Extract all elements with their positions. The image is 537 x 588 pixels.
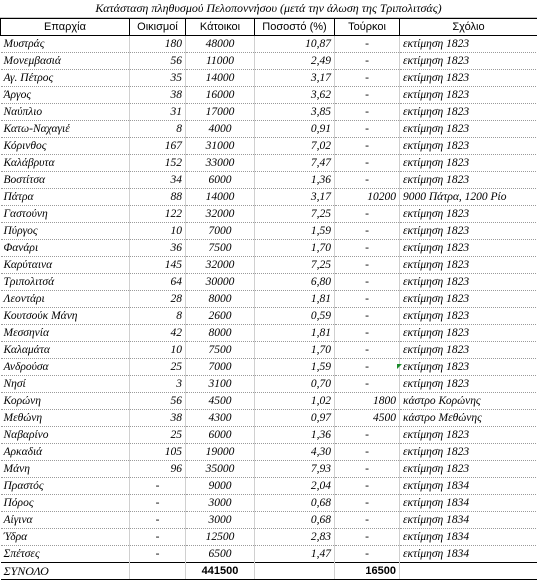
cell-turks[interactable]: - bbox=[335, 87, 400, 104]
cell-comment[interactable]: εκτίμηση 1823 bbox=[400, 444, 537, 461]
cell-turks[interactable]: - bbox=[335, 444, 400, 461]
table-row bbox=[1, 36, 537, 53]
cell-percent[interactable]: 0,68 bbox=[255, 495, 335, 512]
cell-turks[interactable]: - bbox=[335, 36, 400, 53]
cell-comment[interactable]: εκτίμηση 1823 bbox=[400, 257, 537, 274]
header-turks[interactable]: Τούρκοι bbox=[335, 19, 400, 36]
cell-turks[interactable]: - bbox=[335, 461, 400, 478]
total-percent[interactable] bbox=[255, 563, 335, 580]
table-row bbox=[1, 138, 537, 155]
cell-turks[interactable]: - bbox=[335, 376, 400, 393]
cell-region[interactable]: Πύργος bbox=[1, 223, 130, 240]
cell-turks[interactable]: - bbox=[335, 529, 400, 546]
cell-comment[interactable]: εκτίμηση 1823 bbox=[400, 240, 537, 257]
cell-region[interactable]: Πάτρα bbox=[1, 189, 130, 206]
cell-population[interactable]: 6000 bbox=[186, 427, 255, 444]
total-row bbox=[1, 563, 537, 580]
cell-settlements[interactable]: 152 bbox=[130, 155, 186, 172]
cell-percent[interactable]: 1,59 bbox=[255, 359, 335, 376]
cell-settlements[interactable]: 122 bbox=[130, 206, 186, 223]
cell-percent[interactable]: 1,70 bbox=[255, 342, 335, 359]
cell-population[interactable]: 7500 bbox=[186, 342, 255, 359]
cell-region[interactable]: Μυστράς bbox=[1, 36, 130, 53]
cell-settlements[interactable]: 145 bbox=[130, 257, 186, 274]
header-comment[interactable]: Σχόλιο bbox=[400, 19, 537, 36]
header-population[interactable]: Κάτοικοι bbox=[186, 19, 255, 36]
cell-turks[interactable]: - bbox=[335, 70, 400, 87]
cell-population[interactable]: 8000 bbox=[186, 325, 255, 342]
cell-population[interactable]: 3000 bbox=[186, 495, 255, 512]
cell-settlements[interactable]: 56 bbox=[130, 393, 186, 410]
table-row bbox=[1, 461, 537, 478]
cell-percent[interactable]: 3,62 bbox=[255, 87, 335, 104]
cell-region[interactable]: Καρύταινα bbox=[1, 257, 130, 274]
cell-percent[interactable]: 3,17 bbox=[255, 70, 335, 87]
cell-region[interactable]: Ανδρούσα bbox=[1, 359, 130, 376]
cell-comment[interactable]: εκτίμηση 1823 bbox=[400, 274, 537, 291]
cell-comment[interactable]: εκτίμηση 1834 bbox=[400, 512, 537, 529]
cell-region[interactable]: Κορώνη bbox=[1, 393, 130, 410]
cell-comment[interactable]: εκτίμηση 1823 bbox=[400, 53, 537, 70]
table-row bbox=[1, 546, 537, 563]
cell-population[interactable]: 33000 bbox=[186, 155, 255, 172]
cell-percent[interactable]: 2,49 bbox=[255, 53, 335, 70]
cell-population[interactable]: 11000 bbox=[186, 53, 255, 70]
table-row bbox=[1, 206, 537, 223]
cell-region[interactable]: Νησί bbox=[1, 376, 130, 393]
cell-comment[interactable]: 9000 Πάτρα, 1200 Ρίο bbox=[400, 189, 537, 206]
table-row bbox=[1, 104, 537, 121]
table-row bbox=[1, 257, 537, 274]
cell-region[interactable]: Άργος bbox=[1, 87, 130, 104]
cell-region[interactable]: Ναύπλιο bbox=[1, 104, 130, 121]
table-row bbox=[1, 410, 537, 427]
cell-region[interactable]: Μονεμβασιά bbox=[1, 53, 130, 70]
cell-comment[interactable]: εκτίμηση 1823 bbox=[400, 461, 537, 478]
header-settlements[interactable]: Οικισμοί bbox=[130, 19, 186, 36]
cell-settlements[interactable]: 42 bbox=[130, 325, 186, 342]
cell-settlements[interactable]: 96 bbox=[130, 461, 186, 478]
cell-percent[interactable]: 1,36 bbox=[255, 172, 335, 189]
total-comment[interactable] bbox=[400, 563, 537, 580]
cell-percent[interactable]: 3,17 bbox=[255, 189, 335, 206]
cell-percent[interactable]: 0,68 bbox=[255, 512, 335, 529]
table-row bbox=[1, 291, 537, 308]
total-turks[interactable]: 16500 bbox=[335, 563, 400, 580]
cell-turks[interactable]: - bbox=[335, 104, 400, 121]
cell-percent[interactable]: 4,30 bbox=[255, 444, 335, 461]
cell-turks[interactable]: - bbox=[335, 342, 400, 359]
cell-percent[interactable]: 1,02 bbox=[255, 393, 335, 410]
cell-comment[interactable]: εκτίμηση 1823 bbox=[400, 206, 537, 223]
cell-region[interactable]: Λεοντάρι bbox=[1, 291, 130, 308]
cell-settlements[interactable]: 34 bbox=[130, 172, 186, 189]
table-row bbox=[1, 325, 537, 342]
cell-percent[interactable]: 1,81 bbox=[255, 325, 335, 342]
cell-population[interactable]: 2600 bbox=[186, 308, 255, 325]
table-row bbox=[1, 189, 537, 206]
cell-turks[interactable]: 10200 bbox=[335, 189, 400, 206]
table-row bbox=[1, 121, 537, 138]
cell-comment[interactable]: κάστρο Κορώνης bbox=[400, 393, 537, 410]
table-row bbox=[1, 427, 537, 444]
cell-population[interactable]: 48000 bbox=[186, 36, 255, 53]
cell-population[interactable]: 4000 bbox=[186, 121, 255, 138]
cell-comment[interactable]: εκτίμηση 1823 bbox=[400, 359, 537, 376]
cell-region[interactable]: Μάνη bbox=[1, 461, 130, 478]
table-row bbox=[1, 512, 537, 529]
cell-percent[interactable]: 3,85 bbox=[255, 104, 335, 121]
cell-region[interactable]: Κόρινθος bbox=[1, 138, 130, 155]
cell-comment[interactable]: εκτίμηση 1834 bbox=[400, 495, 537, 512]
cell-region[interactable]: Πραστός bbox=[1, 478, 130, 495]
cell-settlements[interactable]: 8 bbox=[130, 121, 186, 138]
cell-population[interactable]: 31000 bbox=[186, 138, 255, 155]
cell-population[interactable]: 3000 bbox=[186, 512, 255, 529]
cell-percent[interactable]: 7,93 bbox=[255, 461, 335, 478]
cell-turks[interactable]: - bbox=[335, 274, 400, 291]
table-row bbox=[1, 359, 537, 376]
cell-comment[interactable]: εκτίμηση 1823 bbox=[400, 121, 537, 138]
table-row bbox=[1, 87, 537, 104]
cell-population[interactable]: 19000 bbox=[186, 444, 255, 461]
table-row bbox=[1, 376, 537, 393]
cell-turks[interactable]: - bbox=[335, 240, 400, 257]
cell-settlements[interactable]: 10 bbox=[130, 342, 186, 359]
cell-turks[interactable]: - bbox=[335, 53, 400, 70]
cell-comment[interactable]: εκτίμηση 1823 bbox=[400, 172, 537, 189]
table-row bbox=[1, 529, 537, 546]
cell-region[interactable]: Ύδρα bbox=[1, 529, 130, 546]
cell-settlements[interactable]: 35 bbox=[130, 70, 186, 87]
cell-turks[interactable]: - bbox=[335, 359, 400, 376]
table-row bbox=[1, 308, 537, 325]
table-row bbox=[1, 342, 537, 359]
cell-population[interactable]: 32000 bbox=[186, 257, 255, 274]
cell-turks[interactable]: - bbox=[335, 155, 400, 172]
cell-settlements[interactable]: 28 bbox=[130, 291, 186, 308]
table-row bbox=[1, 240, 537, 257]
cell-settlements[interactable]: 3 bbox=[130, 376, 186, 393]
header-percent[interactable]: Ποσοστό (%) bbox=[255, 19, 335, 36]
cell-percent[interactable]: 1,81 bbox=[255, 291, 335, 308]
cell-settlements[interactable]: 31 bbox=[130, 104, 186, 121]
cell-settlements[interactable]: 36 bbox=[130, 240, 186, 257]
cell-turks[interactable]: - bbox=[335, 138, 400, 155]
cell-region[interactable]: Σπέτσες bbox=[1, 546, 130, 563]
cell-percent[interactable]: 2,04 bbox=[255, 478, 335, 495]
cell-comment[interactable]: εκτίμηση 1823 bbox=[400, 223, 537, 240]
cell-population[interactable]: 14000 bbox=[186, 70, 255, 87]
cell-percent[interactable]: 7,25 bbox=[255, 257, 335, 274]
table-row bbox=[1, 495, 537, 512]
cell-region[interactable]: Γαστούνη bbox=[1, 206, 130, 223]
cell-percent[interactable]: 0,70 bbox=[255, 376, 335, 393]
cell-region[interactable]: Μεθώνη bbox=[1, 410, 130, 427]
cell-population[interactable]: 30000 bbox=[186, 274, 255, 291]
cell-population[interactable]: 8000 bbox=[186, 291, 255, 308]
cell-settlements[interactable]: 38 bbox=[130, 87, 186, 104]
table-row bbox=[1, 172, 537, 189]
cell-percent[interactable]: 7,25 bbox=[255, 206, 335, 223]
cell-comment[interactable]: εκτίμηση 1823 bbox=[400, 342, 537, 359]
cell-comment[interactable]: εκτίμηση 1823 bbox=[400, 308, 537, 325]
table-row bbox=[1, 70, 537, 87]
cell-turks[interactable]: - bbox=[335, 512, 400, 529]
cell-population[interactable]: 4500 bbox=[186, 393, 255, 410]
comment-indicator-icon bbox=[397, 364, 402, 369]
cell-comment[interactable]: κάστρο Μεθώνης bbox=[400, 410, 537, 427]
cell-comment[interactable]: εκτίμηση 1823 bbox=[400, 376, 537, 393]
cell-region[interactable]: Αίγινα bbox=[1, 512, 130, 529]
cell-comment[interactable]: εκτίμηση 1834 bbox=[400, 529, 537, 546]
total-label[interactable]: ΣΥΝΟΛΟ bbox=[1, 563, 130, 580]
cell-comment[interactable]: εκτίμηση 1823 bbox=[400, 36, 537, 53]
cell-settlements[interactable]: 64 bbox=[130, 274, 186, 291]
cell-percent[interactable]: 6,80 bbox=[255, 274, 335, 291]
cell-comment[interactable]: εκτίμηση 1823 bbox=[400, 155, 537, 172]
cell-percent[interactable]: 1,47 bbox=[255, 546, 335, 563]
cell-region[interactable]: Φανάρι bbox=[1, 240, 130, 257]
population-table bbox=[0, 18, 537, 580]
cell-population[interactable]: 17000 bbox=[186, 104, 255, 121]
cell-region[interactable]: Αγ. Πέτρος bbox=[1, 70, 130, 87]
table-row bbox=[1, 53, 537, 70]
cell-settlements[interactable]: 10 bbox=[130, 223, 186, 240]
cell-population[interactable]: 32000 bbox=[186, 206, 255, 223]
cell-settlements[interactable]: 25 bbox=[130, 359, 186, 376]
total-population[interactable]: 441500 bbox=[186, 563, 255, 580]
cell-turks[interactable]: - bbox=[335, 291, 400, 308]
header-region[interactable]: Επαρχία bbox=[1, 19, 130, 36]
table-row bbox=[1, 444, 537, 461]
cell-settlements[interactable]: 56 bbox=[130, 53, 186, 70]
cell-comment[interactable]: εκτίμηση 1823 bbox=[400, 104, 537, 121]
cell-population[interactable]: 3100 bbox=[186, 376, 255, 393]
cell-turks[interactable]: - bbox=[335, 308, 400, 325]
cell-turks[interactable]: - bbox=[335, 257, 400, 274]
cell-population[interactable]: 7000 bbox=[186, 223, 255, 240]
cell-percent[interactable]: 2,83 bbox=[255, 529, 335, 546]
cell-region[interactable]: Καλάβρυτα bbox=[1, 155, 130, 172]
cell-settlements[interactable]: 180 bbox=[130, 36, 186, 53]
cell-population[interactable]: 6000 bbox=[186, 172, 255, 189]
cell-turks[interactable]: 4500 bbox=[335, 410, 400, 427]
table-row bbox=[1, 223, 537, 240]
cell-turks[interactable]: - bbox=[335, 172, 400, 189]
cell-turks[interactable]: - bbox=[335, 325, 400, 342]
cell-settlements[interactable]: - bbox=[130, 546, 186, 563]
cell-turks[interactable]: - bbox=[335, 206, 400, 223]
table-row bbox=[1, 155, 537, 172]
table-row bbox=[1, 478, 537, 495]
cell-turks[interactable]: - bbox=[335, 478, 400, 495]
cell-percent[interactable]: 1,59 bbox=[255, 223, 335, 240]
cell-turks[interactable]: - bbox=[335, 495, 400, 512]
cell-percent[interactable]: 7,47 bbox=[255, 155, 335, 172]
cell-region[interactable]: Καλαμάτα bbox=[1, 342, 130, 359]
cell-comment[interactable]: εκτίμηση 1823 bbox=[400, 70, 537, 87]
cell-settlements[interactable]: - bbox=[130, 529, 186, 546]
cell-population[interactable]: 7000 bbox=[186, 359, 255, 376]
cell-percent[interactable]: 0,91 bbox=[255, 121, 335, 138]
cell-percent[interactable]: 1,70 bbox=[255, 240, 335, 257]
table-title: Κατάσταση πληθυσμού Πελοποννήσου (μετά την άλωση της Τριπολιτσάς) bbox=[0, 0, 537, 18]
cell-region[interactable]: Βοστίτσα bbox=[1, 172, 130, 189]
cell-turks[interactable]: - bbox=[335, 121, 400, 138]
cell-comment[interactable]: εκτίμηση 1823 bbox=[400, 291, 537, 308]
total-settlements[interactable] bbox=[130, 563, 186, 580]
cell-percent[interactable]: 7,02 bbox=[255, 138, 335, 155]
cell-region[interactable]: Κουτσούκ Μάνη bbox=[1, 308, 130, 325]
cell-turks[interactable]: 1800 bbox=[335, 393, 400, 410]
cell-settlements[interactable]: 105 bbox=[130, 444, 186, 461]
cell-region[interactable]: Πόρος bbox=[1, 495, 130, 512]
cell-population[interactable]: 16000 bbox=[186, 87, 255, 104]
cell-turks[interactable]: - bbox=[335, 223, 400, 240]
cell-region[interactable]: Κατω-Ναχαγιέ bbox=[1, 121, 130, 138]
cell-settlements[interactable]: 167 bbox=[130, 138, 186, 155]
cell-settlements[interactable]: 8 bbox=[130, 308, 186, 325]
cell-settlements[interactable]: - bbox=[130, 495, 186, 512]
cell-region[interactable]: Ναβαρίνο bbox=[1, 427, 130, 444]
cell-comment[interactable]: εκτίμηση 1834 bbox=[400, 478, 537, 495]
cell-comment[interactable]: εκτίμηση 1823 bbox=[400, 138, 537, 155]
cell-percent[interactable]: 0,59 bbox=[255, 308, 335, 325]
cell-settlements[interactable]: - bbox=[130, 478, 186, 495]
cell-comment[interactable]: εκτίμηση 1823 bbox=[400, 325, 537, 342]
cell-percent[interactable]: 10,87 bbox=[255, 36, 335, 53]
cell-settlements[interactable]: 38 bbox=[130, 410, 186, 427]
cell-percent[interactable]: 1,36 bbox=[255, 427, 335, 444]
cell-comment[interactable]: εκτίμηση 1823 bbox=[400, 427, 537, 444]
cell-population[interactable]: 7500 bbox=[186, 240, 255, 257]
cell-settlements[interactable]: - bbox=[130, 512, 186, 529]
cell-population[interactable]: 6500 bbox=[186, 546, 255, 563]
cell-turks[interactable]: - bbox=[335, 427, 400, 444]
cell-region[interactable]: Τριπολιτσά bbox=[1, 274, 130, 291]
cell-population[interactable]: 12500 bbox=[186, 529, 255, 546]
cell-population[interactable]: 35000 bbox=[186, 461, 255, 478]
cell-percent[interactable]: 0,97 bbox=[255, 410, 335, 427]
cell-population[interactable]: 4300 bbox=[186, 410, 255, 427]
cell-region[interactable]: Αρκαδιά bbox=[1, 444, 130, 461]
table-row bbox=[1, 393, 537, 410]
cell-population[interactable]: 9000 bbox=[186, 478, 255, 495]
table-body bbox=[1, 36, 537, 563]
cell-population[interactable]: 14000 bbox=[186, 189, 255, 206]
cell-turks[interactable]: - bbox=[335, 546, 400, 563]
cell-settlements[interactable]: 25 bbox=[130, 427, 186, 444]
cell-region[interactable]: Μεσσηνία bbox=[1, 325, 130, 342]
cell-comment[interactable]: εκτίμηση 1834 bbox=[400, 546, 537, 563]
cell-settlements[interactable]: 88 bbox=[130, 189, 186, 206]
table-row bbox=[1, 274, 537, 291]
cell-comment[interactable]: εκτίμηση 1823 bbox=[400, 87, 537, 104]
header-row bbox=[1, 19, 537, 36]
